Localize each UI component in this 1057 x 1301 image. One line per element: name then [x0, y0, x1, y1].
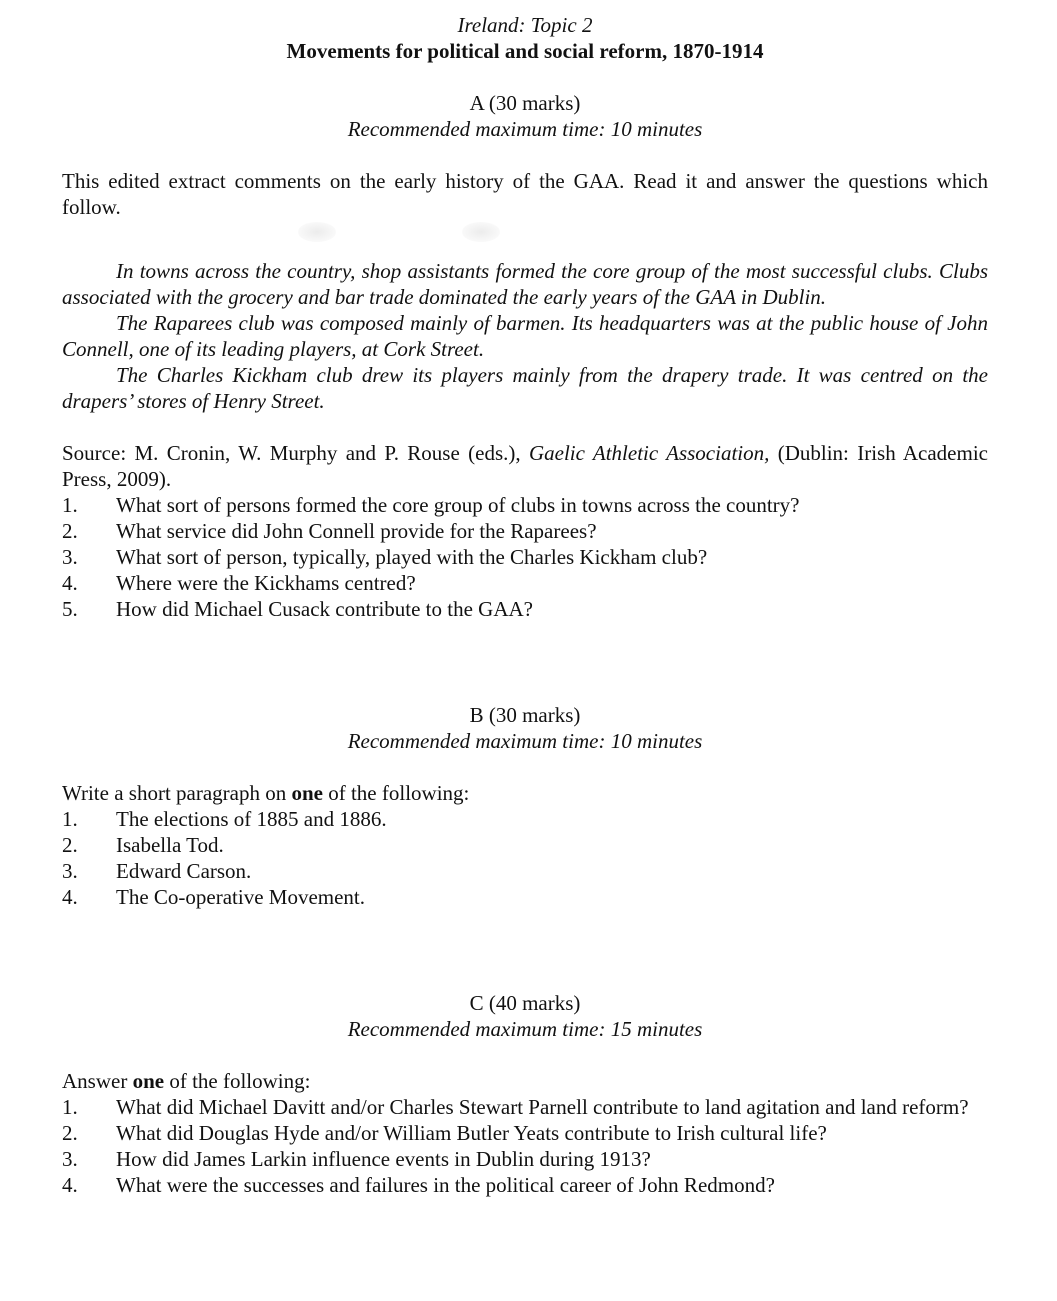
section-c-instruction — [62, 1068, 988, 1094]
page-title: Movements for political and social reform, 1870-1914 — [286, 39, 764, 63]
item-number: 2. — [62, 1121, 78, 1145]
list-item — [62, 1120, 988, 1146]
instruction-post: of the following: — [169, 1069, 311, 1093]
section-a-heading: A (30 marks) — [469, 91, 581, 115]
section-b-instruction — [62, 780, 988, 806]
item-number: 3. — [62, 1147, 78, 1171]
instruction-pre: Write a short paragraph on — [62, 781, 287, 805]
section-c-heading: C (40 marks) — [469, 991, 581, 1015]
section-a-intro: This edited extract comments on the early history of the GAA. Read it and answer the questions which follow. — [62, 169, 988, 219]
instruction-post: of the following: — [328, 781, 470, 805]
item-text: How did James Larkin influence events in Dublin during 1913? — [116, 1147, 651, 1171]
item-number: 1. — [62, 493, 78, 517]
item-text: What service did John Connell provide for the Raparees? — [116, 519, 597, 543]
list-item — [62, 806, 988, 832]
extract-paragraph-2: The Raparees club was composed mainly of barmen. Its headquarters was at the public house of John Connell, one of its leading players, at Cork Street. — [62, 311, 988, 361]
instruction-pre: Answer — [62, 1069, 128, 1093]
item-number: 4. — [62, 885, 78, 909]
instruction-emphasis: one — [132, 1069, 165, 1093]
item-number: 1. — [62, 1095, 78, 1119]
section-c-time: Recommended maximum time: 15 minutes — [347, 1017, 703, 1041]
list-item — [62, 1146, 988, 1172]
item-number: 5. — [62, 597, 78, 621]
extract-block — [62, 258, 988, 414]
item-text: The elections of 1885 and 1886. — [116, 807, 387, 831]
list-item — [62, 544, 988, 570]
item-text: How did Michael Cusack contribute to the GAA? — [116, 597, 533, 621]
source-citation — [62, 440, 988, 492]
list-item — [62, 518, 988, 544]
section-c-heading-block — [62, 990, 988, 1042]
list-item — [62, 570, 988, 596]
section-a-heading-block — [62, 90, 988, 142]
section-b-heading: B (30 marks) — [469, 703, 581, 727]
item-number: 3. — [62, 545, 78, 569]
item-text: What did Michael Davitt and/or Charles Stewart Parnell contribute to land agitation and land reform? — [116, 1095, 969, 1119]
page-header — [62, 12, 988, 64]
topic-line: Ireland: Topic 2 — [457, 13, 593, 37]
section-c-items — [62, 1094, 988, 1198]
section-a-time: Recommended maximum time: 10 minutes — [347, 117, 703, 141]
item-text: What sort of person, typically, played with the Charles Kickham club? — [116, 545, 708, 569]
item-text: Where were the Kickhams centred? — [116, 571, 416, 595]
item-number: 4. — [62, 1173, 78, 1197]
list-item — [62, 832, 988, 858]
item-text: The Co-operative Movement. — [116, 885, 366, 909]
item-text: What were the successes and failures in the political career of John Redmond? — [116, 1173, 775, 1197]
section-a-questions — [62, 492, 988, 622]
list-item — [62, 858, 988, 884]
extract-paragraph-1: In towns across the country, shop assistants formed the core group of the most successful clubs. Clubs associated with the grocery and bar trade dominated the early years of the GAA in Dublin. — [62, 259, 988, 309]
list-item — [62, 492, 988, 518]
section-b-items — [62, 806, 988, 910]
section-b-heading-block — [62, 702, 988, 754]
item-text: What did Douglas Hyde and/or William Butler Yeats contribute to Irish cultural life? — [116, 1121, 827, 1145]
item-text: What sort of persons formed the core group of clubs in towns across the country? — [116, 493, 800, 517]
source-prefix: Source: M. Cronin, W. Murphy and P. Rouse (eds.), — [62, 441, 521, 465]
list-item — [62, 1094, 988, 1120]
item-number: 1. — [62, 807, 78, 831]
extract-paragraph-3: The Charles Kickham club drew its players mainly from the drapery trade. It was centred on the drapers’ stores of Henry Street. — [62, 363, 988, 413]
exam-page — [62, 12, 988, 1198]
item-number: 4. — [62, 571, 78, 595]
item-number: 2. — [62, 833, 78, 857]
list-item — [62, 884, 988, 910]
list-item — [62, 1172, 988, 1198]
item-number: 2. — [62, 519, 78, 543]
item-number: 3. — [62, 859, 78, 883]
item-text: Edward Carson. — [116, 859, 252, 883]
source-suffix: (Dublin: Irish Academic Press, 2009). — [62, 441, 988, 491]
item-text: Isabella Tod. — [116, 833, 224, 857]
list-item — [62, 596, 988, 622]
source-title: Gaelic Athletic Association, — [528, 441, 770, 465]
instruction-emphasis: one — [291, 781, 323, 805]
section-b-time: Recommended maximum time: 10 minutes — [347, 729, 703, 753]
